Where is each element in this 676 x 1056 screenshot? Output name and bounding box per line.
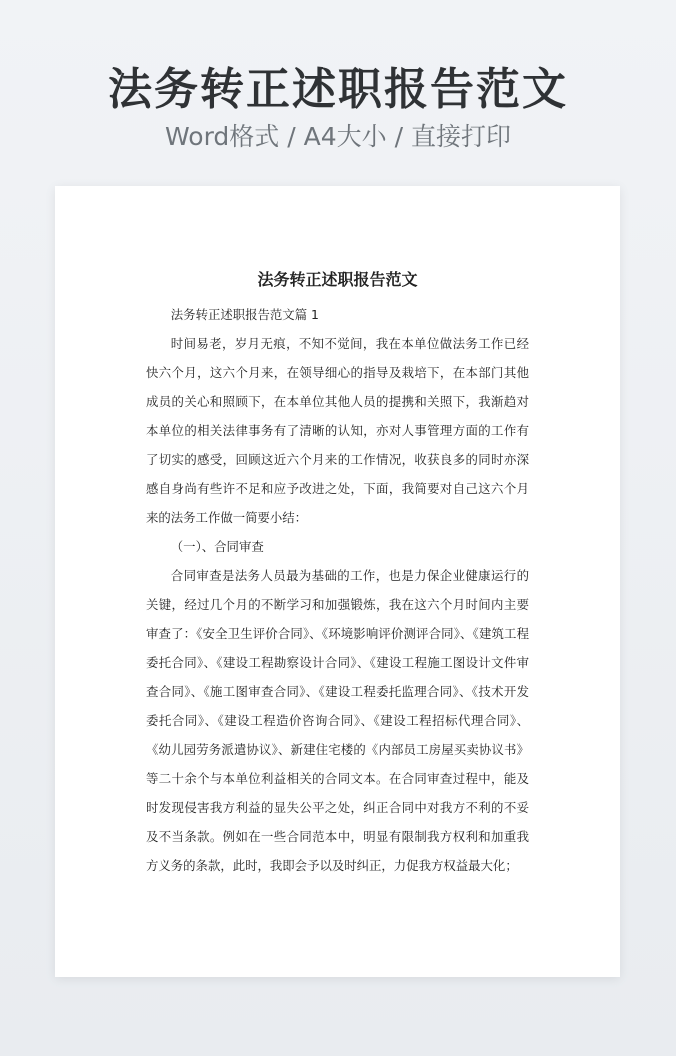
document-body <box>146 268 529 880</box>
document-page <box>55 186 620 977</box>
page-title: 法务转正述职报告范文 <box>108 64 568 115</box>
page-subtitle: Word格式 / A4大小 / 直接打印 <box>165 122 511 151</box>
document-title: 法务转正述职报告范文 <box>257 270 418 289</box>
page-header <box>0 60 676 154</box>
paragraph-intro: 时间易老，岁月无痕，不知不觉间，我在本单位做法务工作已经快六个月，这六个月来，在领导细心的指导及栽培下，在本部门其他成员的关心和照顾下，在本单位其他人员的提携和关照下，我渐趋对本单位的相关法律事务有了清晰的认知，亦对人事管理方面的工作有了切实的感受，回顾这近六个月来的工作情况，收获良多的同时亦深感自身尚有些许不足和应予改进之处，下面，我简要对自己这六个月来的法务工作做一简要小结： <box>146 336 529 525</box>
section-label: 法务转正述职报告范文篇 1 <box>170 307 319 322</box>
section-heading: （一）、合同审查 <box>170 539 264 554</box>
paragraph-contract-review: 合同审查是法务人员最为基础的工作，也是力保企业健康运行的关键，经过几个月的不断学习和加强锻炼，我在这六个月时间内主要审查了：《安全卫生评价合同》、《环境影响评价测评合同》、《建筑工程委托合同》、《建设工程勘察设计合同》、《建设工程施工图设计文件审查合同》、《施工图审查合同》、《建设工程委托监理合同》、《技术开发委托合同》、《建设工程造价咨询合同》、《建设工程招标代理合同》、《幼儿园劳务派遣协议》、新建住宅楼的《内部员工房屋买卖协议书》等二十余个与本单位利益相关的合同文本。在合同审查过程中，能及时发现侵害我方利益的显失公平之处，纠正合同中对我方不利的不妥及不当条款。例如在一些合同范本中，明显有限制我方权利和加重我方义务的条款，此时，我即会予以及时纠正，力促我方权益最大化； <box>146 568 529 873</box>
